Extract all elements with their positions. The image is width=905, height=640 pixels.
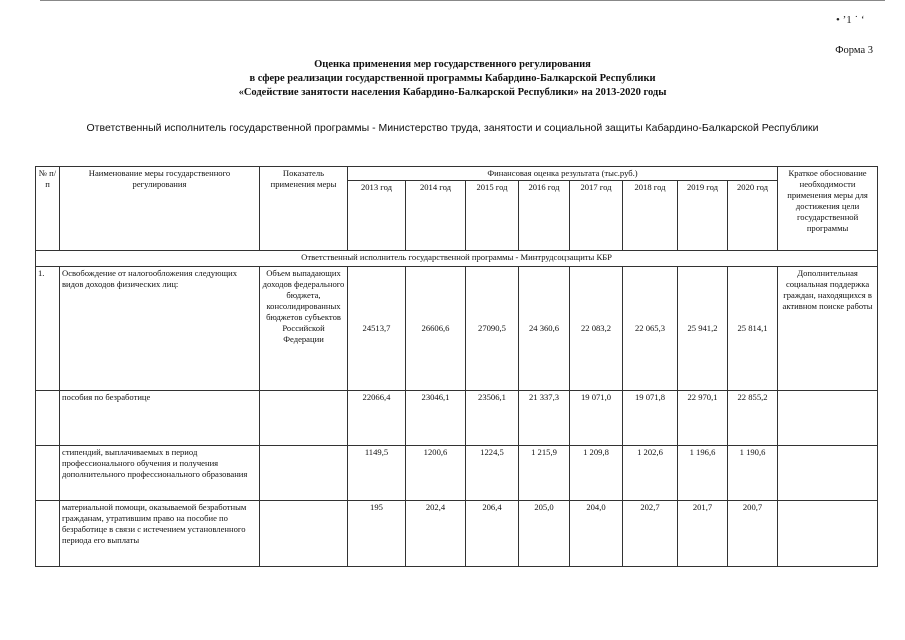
row-value: 195	[348, 501, 406, 567]
row-value: 22066,4	[348, 391, 406, 446]
row-value: 1 215,9	[519, 446, 570, 501]
responsible-executor: Ответственный исполнитель государственной программы - Министерство труда, занятости и социальной защиты Кабардино-Балкарской Республики	[86, 122, 819, 134]
row-value: 21 337,3	[519, 391, 570, 446]
row-num: 1.	[36, 267, 60, 391]
row-value: 22 083,2	[570, 267, 623, 391]
header-justification: Краткое обоснование необходимости применения меры для достижения цели государственной программы	[778, 167, 878, 251]
title-line-3: «Содействие занятости населения Кабардино-Балкарской Республики» на 2013-2020 годы	[238, 87, 667, 98]
row-value: 1200,6	[406, 446, 466, 501]
row-value: 200,7	[728, 501, 778, 567]
row-value: 26606,6	[406, 267, 466, 391]
row-justification	[778, 501, 878, 567]
header-year: 2014 год	[406, 181, 466, 251]
section-row	[36, 251, 878, 267]
row-num	[36, 391, 60, 446]
row-value: 205,0	[519, 501, 570, 567]
header-row-1	[36, 167, 878, 181]
header-indicator: Показатель применения меры	[260, 167, 348, 251]
row-value: 23506,1	[466, 391, 519, 446]
row-name: Освобождение от налогообложения следующих видов доходов физических лиц:	[60, 267, 260, 391]
row-value: 202,4	[406, 501, 466, 567]
row-value: 204,0	[570, 501, 623, 567]
measures-table	[35, 166, 878, 567]
row-indicator	[260, 391, 348, 446]
row-value: 1 190,6	[728, 446, 778, 501]
row-value: 1224,5	[466, 446, 519, 501]
header-year: 2020 год	[728, 181, 778, 251]
row-value: 24513,7	[348, 267, 406, 391]
row-name: стипендий, выплачиваемых в период профессионального обучения и получения дополнительного профессионального образования	[60, 446, 260, 501]
header-name: Наименование меры государственного регулирования	[60, 167, 260, 251]
row-indicator	[260, 446, 348, 501]
row-value: 1149,5	[348, 446, 406, 501]
row-value: 19 071,0	[570, 391, 623, 446]
row-value: 24 360,6	[519, 267, 570, 391]
header-year: 2016 год	[519, 181, 570, 251]
row-value: 27090,5	[466, 267, 519, 391]
row-justification	[778, 391, 878, 446]
row-num	[36, 446, 60, 501]
row-indicator: Объем выпадающих доходов федерального бюджета, консолидированных бюджетов субъектов Российской Федерации	[260, 267, 348, 391]
title-line-1: Оценка применения мер государственного регулирования	[314, 59, 591, 70]
table-row	[36, 501, 878, 567]
row-value: 22 970,1	[678, 391, 728, 446]
corner-marks: • ʼ1 ˙ ʻ	[836, 14, 865, 26]
top-rule	[40, 0, 885, 2]
row-indicator	[260, 501, 348, 567]
row-value: 202,7	[623, 501, 678, 567]
title-line-2: в сфере реализации государственной программы Кабардино-Балкарской Республики	[249, 73, 656, 84]
row-value: 1 202,6	[623, 446, 678, 501]
row-value: 206,4	[466, 501, 519, 567]
header-year: 2013 год	[348, 181, 406, 251]
row-justification	[778, 446, 878, 501]
row-num	[36, 501, 60, 567]
header-year: 2015 год	[466, 181, 519, 251]
section-title: Ответственный исполнитель государственной программы - Минтрудсоцзащиты КБР	[36, 251, 878, 267]
row-value: 201,7	[678, 501, 728, 567]
header-year: 2019 год	[678, 181, 728, 251]
row-name: пособия по безработице	[60, 391, 260, 446]
header-year: 2017 год	[570, 181, 623, 251]
row-value: 22 855,2	[728, 391, 778, 446]
row-name: материальной помощи, оказываемой безработным гражданам, утратившим право на пособие по безработице в связи с истечением установленного периода его выплаты	[60, 501, 260, 567]
row-value: 1 209,8	[570, 446, 623, 501]
row-value: 22 065,3	[623, 267, 678, 391]
row-value: 19 071,8	[623, 391, 678, 446]
header-financial: Финансовая оценка результата (тыс.руб.)	[348, 167, 778, 181]
row-value: 23046,1	[406, 391, 466, 446]
header-year: 2018 год	[623, 181, 678, 251]
table-row	[36, 391, 878, 446]
form-number: Форма 3	[835, 45, 873, 56]
table-row	[36, 446, 878, 501]
row-justification: Дополнительная социальная поддержка граждан, находящихся в активном поиске работы	[778, 267, 878, 391]
row-value: 25 814,1	[728, 267, 778, 391]
row-value: 25 941,2	[678, 267, 728, 391]
header-num: № п/п	[36, 167, 60, 251]
document-title	[0, 58, 905, 100]
table-row	[36, 267, 878, 391]
row-value: 1 196,6	[678, 446, 728, 501]
